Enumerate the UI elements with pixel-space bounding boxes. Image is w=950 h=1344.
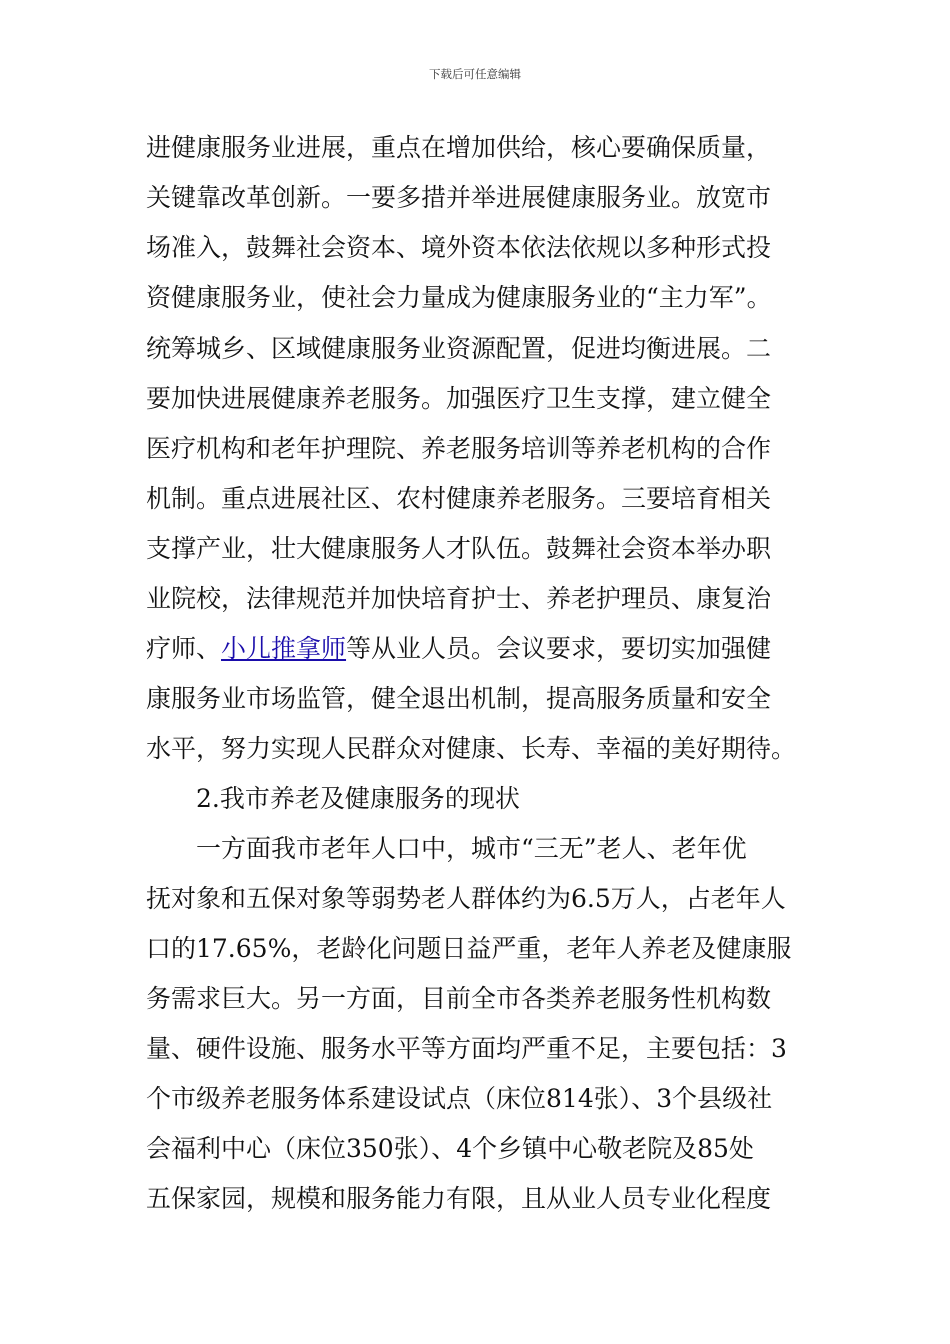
paragraph-line: 会福利中心（床位350张）、4个乡镇中心敬老院及85处 — [146, 1134, 754, 1163]
paragraph-line: 水平，努力实现人民群众对健康、长寿、幸福的美好期待。 — [146, 734, 797, 763]
paragraph-line: 资健康服务业，使社会力量成为健康服务业的“主力军”。 — [146, 283, 772, 312]
page-header: 下载后可任意编辑 — [429, 67, 521, 81]
paragraph-line — [146, 634, 826, 664]
paragraph-line: 场准入，鼓舞社会资本、境外资本依法依规以多种形式投 — [146, 233, 772, 262]
section-heading: 2.我市养老及健康服务的现状 — [196, 784, 520, 813]
paragraph-line: 康服务业市场监管，健全退出机制，提高服务质量和安全 — [146, 684, 772, 713]
paragraph-line: 口的17.65%，老龄化问题日益严重，老年人养老及健康服 — [146, 934, 792, 963]
paragraph-line: 量、硬件设施、服务水平等方面均严重不足，主要包括：3 — [146, 1034, 787, 1063]
paragraph-line: 务需求巨大。另一方面，目前全市各类养老服务性机构数 — [146, 984, 772, 1013]
paragraph-line: 机制。重点进展社区、农村健康养老服务。三要培育相关 — [146, 484, 772, 513]
massage-therapist-link[interactable]: 小儿推拿师 — [221, 634, 347, 663]
paragraph-line: 要加快进展健康养老服务。加强医疗卫生支撑，建立健全 — [146, 384, 772, 413]
paragraph-line: 抚对象和五保对象等弱势老人群体约为6.5万人，占老年人 — [146, 884, 786, 913]
paragraph-line: 五保家园，规模和服务能力有限，且从业人员专业化程度 — [146, 1184, 772, 1213]
paragraph-line: 支撑产业，壮大健康服务人才队伍。鼓舞社会资本举办职 — [146, 534, 772, 563]
paragraph-line: 医疗机构和老年护理院、养老服务培训等养老机构的合作 — [146, 434, 772, 463]
paragraph-line: 业院校，法律规范并加快培育护士、养老护理员、康复治 — [146, 584, 772, 613]
paragraph-line: 一方面我市老年人口中，城市“三无”老人、老年优 — [196, 834, 747, 863]
paragraph-line: 统筹城乡、区域健康服务业资源配置，促进均衡进展。二 — [146, 334, 772, 363]
line-text-before-link: 疗师、 — [146, 634, 222, 663]
paragraph-line: 进健康服务业进展，重点在增加供给，核心要确保质量， — [146, 133, 772, 162]
line-text-after-link: 等从业人员。会议要求，要切实加强健 — [346, 634, 772, 663]
paragraph-line: 关键靠改革创新。一要多措并举进展健康服务业。放宽市 — [146, 183, 772, 212]
paragraph-line: 个市级养老服务体系建设试点（床位814张）、3个县级社 — [146, 1084, 773, 1113]
